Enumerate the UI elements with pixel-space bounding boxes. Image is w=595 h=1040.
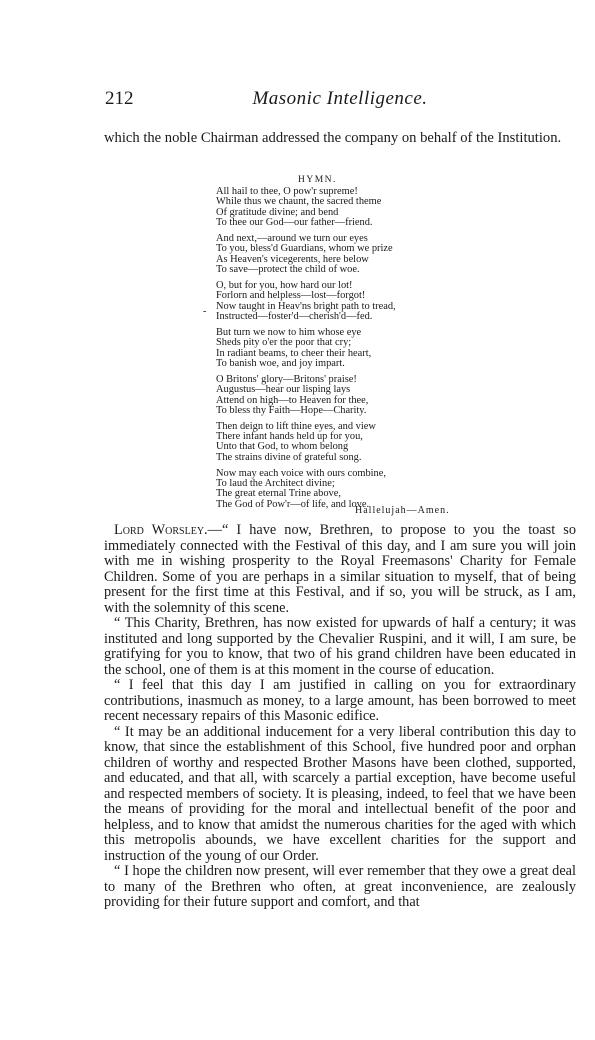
page-header: [105, 88, 575, 112]
hymn-line: Forlorn and helpless—lost—forgot!: [216, 290, 366, 302]
speech-paragraph: “ It may be an additional inducement for a very liberal contribution this day to know, that since the establishment of this School, five hundred poor and orphan children of worthy and respected Brother Masons have been clothed, supported, and educated, and that all, with scarcely a partial exception, have become useful and respected members of society. It is pleasing, indeed, to feel that we have been the means of providing for the moral and intellectual benefit of the poor and helpless, and to know that amidst the numerous charities for the aged with which this metropolis abounds, we have excellent charities for the support and instruction of the young of our Order.: [104, 723, 576, 864]
hymn-stanza: [216, 375, 516, 417]
hymn-line: O, but for you, how hard our lot!: [216, 279, 353, 291]
hymn-line: Now taught in Heav'ns bright path to tread,: [216, 300, 396, 312]
hymn-line: To bless thy Faith—Hope—Charity.: [216, 404, 367, 416]
margin-mark: -: [203, 306, 207, 317]
hymn-stanza: [216, 187, 516, 229]
hymn-stanza: [216, 422, 516, 464]
hymn-line: To laud the Architect divine;: [216, 477, 335, 489]
running-title: Masonic Intelligence.: [252, 88, 428, 109]
hymn-line: Now may each voice with ours combine,: [216, 467, 386, 479]
hymn-stanza: [216, 328, 516, 370]
hymn-line: To save—protect the child of woe.: [216, 264, 360, 276]
hymn-line: Sheds pity o'er the poor that cry;: [216, 337, 352, 349]
speech-paragraph: “ I feel that this day I am justified in calling on you for extraordinary contributions, inasmuch as money, to a large amount, has been borrowed to meet recent necessary repairs of this Masonic edifice.: [104, 677, 576, 724]
speaker-name: Lord Worsley.: [114, 522, 208, 538]
speech-paragraph: “ This Charity, Brethren, has now existed for upwards of half a century; it was instituted and long supported by the Chevalier Ruspini, and it will, I am sure, be gratifying for you to know, that two of his grand children have been educated in the school, one of them is at this moment in the course of education.: [104, 615, 576, 678]
hymn-line: To banish woe, and joy impart.: [216, 357, 345, 369]
speech-text: —“ I have now, Brethren, to propose to you the toast so immediately connected with the Festival of this day, and I am sure you will join with me in wishing prosperity to the Royal Freemasons' Charity for Female Children. Some of you are perhaps in a similar situation to myself, that of being present for the first time at this Festival, and if so, you will be struck, as I am, with the solemnity of this scene.: [104, 522, 576, 616]
hymn-line: Attend on high—to Heaven for thee,: [216, 394, 369, 406]
hymn-line: The strains divine of grateful song.: [216, 451, 362, 463]
hymn-stanza: [216, 234, 516, 276]
hymn-line: But turn we now to him whose eye: [216, 326, 362, 338]
hymn-line: To you, bless'd Guardians, whom we prize: [216, 243, 393, 255]
hymn-title: HYMN.: [298, 175, 337, 185]
hymn-line: Unto that God, to whom belong: [216, 441, 349, 453]
hymn-line: O Britons' glory—Britons' praise!: [216, 373, 357, 385]
hymn-line: The God of Pow'r—of life, and love.: [216, 498, 370, 510]
hymn-line: In radiant beams, to cheer their heart,: [216, 347, 372, 359]
hymn-line: As Heaven's vicegerents, here below: [216, 253, 369, 265]
page-number: 212: [105, 88, 134, 109]
hymn-line: The great eternal Trine above,: [216, 488, 341, 500]
intro-paragraph: which the noble Chairman addressed the company on behalf of the Institution.: [104, 130, 562, 146]
speech-paragraph: “ I hope the children now present, will ever remember that they owe a great deal to many of the Brethren who often, at great inconvenience, are zealously providing for their future support and comfort, and that: [104, 863, 576, 910]
hymn-stanza: [216, 469, 516, 511]
hymn-line: And next,—around we turn our eyes: [216, 232, 368, 244]
hymn-line: All hail to thee, O pow'r supreme!: [216, 186, 358, 197]
hymn-line: There infant hands held up for you,: [216, 431, 363, 443]
hymn-line: Of gratitude divine; and bend: [216, 206, 339, 218]
hymn-line: Augustus—hear our lisping lays: [216, 384, 351, 396]
hymn-line: Instructed—foster'd—cherish'd—fed.: [216, 311, 373, 323]
hymn-closing: Hallelujah—Amen.: [355, 505, 450, 516]
hymn-line: Then deign to lift thine eyes, and view: [216, 420, 376, 432]
hymn-stanza: [216, 281, 516, 323]
hymn: [216, 187, 516, 515]
hymn-line: While thus we chaunt, the sacred theme: [216, 196, 382, 208]
hymn-line: To thee our God—our father—friend.: [216, 217, 373, 229]
speech-paragraph: [104, 523, 576, 616]
speech-body: [104, 523, 576, 911]
